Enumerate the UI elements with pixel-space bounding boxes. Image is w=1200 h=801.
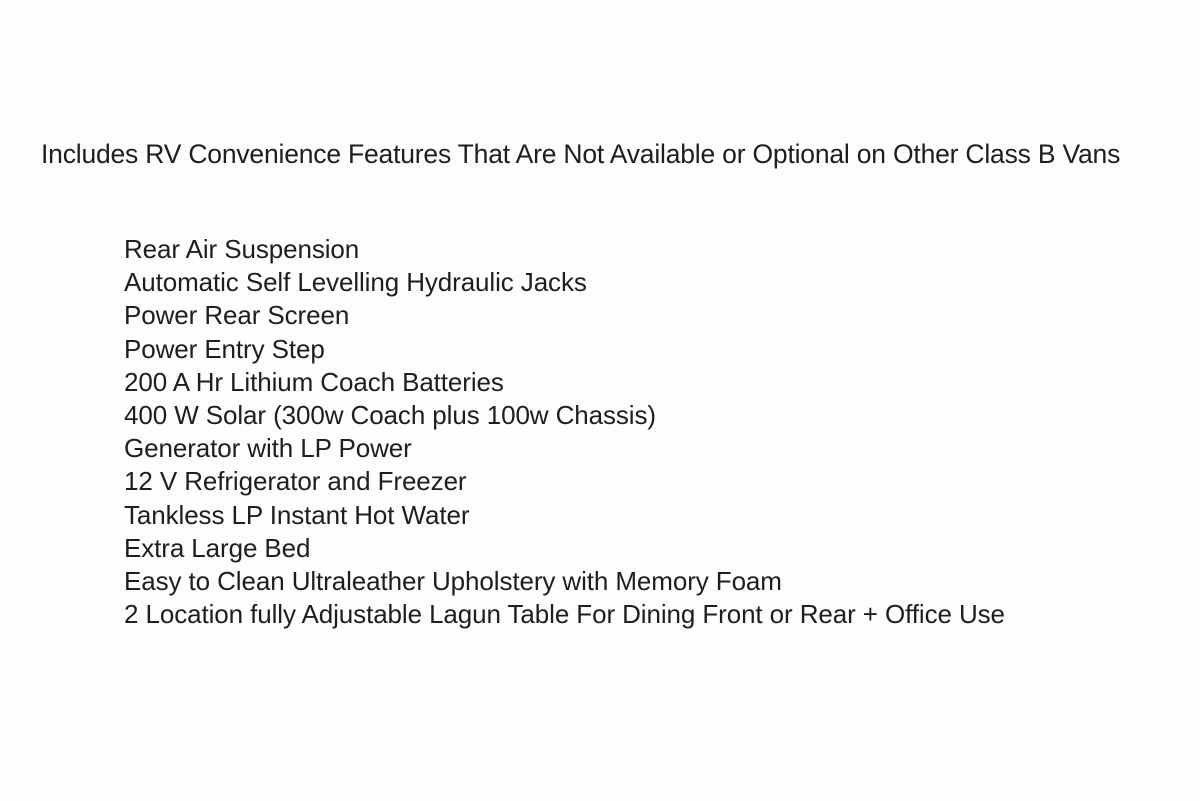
feature-item: Power Entry Step bbox=[124, 333, 325, 364]
feature-item: Easy to Clean Ultraleather Upholstery with Memory Foam bbox=[124, 566, 782, 597]
feature-item: Extra Large Bed bbox=[124, 532, 311, 563]
feature-item: Generator with LP Power bbox=[124, 433, 412, 464]
document-heading: Includes RV Convenience Features That Are Not Available or Optional on Other Class B Vans bbox=[41, 139, 1121, 169]
feature-list bbox=[124, 233, 1005, 631]
feature-item: 2 Location fully Adjustable Lagun Table For Dining Front or Rear + Office Use bbox=[124, 599, 1005, 630]
feature-item: Power Rear Screen bbox=[124, 300, 350, 331]
feature-item: Rear Air Suspension bbox=[124, 234, 360, 264]
feature-item: 400 W Solar (300w Coach plus 100w Chassis) bbox=[124, 400, 656, 431]
feature-item: 12 V Refrigerator and Freezer bbox=[124, 466, 467, 497]
feature-item: Automatic Self Levelling Hydraulic Jacks bbox=[124, 267, 587, 298]
feature-item: Tankless LP Instant Hot Water bbox=[124, 499, 470, 530]
feature-item: 200 A Hr Lithium Coach Batteries bbox=[124, 366, 504, 397]
